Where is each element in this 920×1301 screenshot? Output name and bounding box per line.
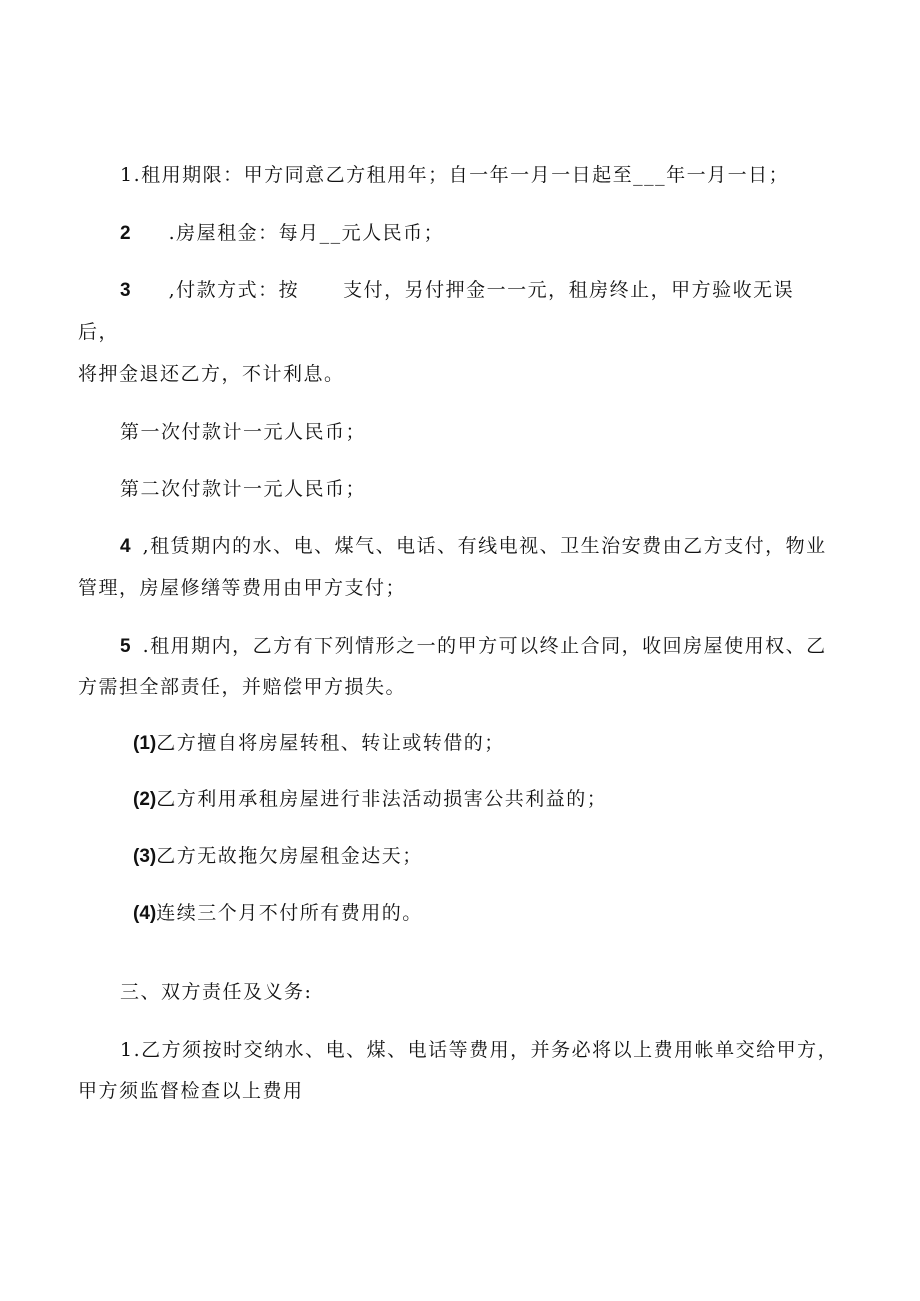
sub-clause-4-number: (4) (133, 903, 157, 924)
clause-3-text-a: ,付款方式：按 (168, 279, 300, 301)
clause-3-line-3-text: 将押金退还乙方，不计利息。 (78, 363, 345, 385)
sub-clause-1 (133, 731, 505, 756)
clause-4-line-2-text: 管理，房屋修缮等费用由甲方支付； (78, 577, 407, 599)
clause-5-line-2 (78, 675, 406, 699)
payment-1 (120, 420, 366, 444)
section-3-clause-1-line-2-text: 甲方须监督检查以上费用 (78, 1080, 304, 1102)
clause-5-number: 5 (120, 636, 131, 657)
clause-4-text: ,租赁期内的水、电、煤气、电话、有线电视、卫生治安费由乙方支付，物业 (142, 535, 827, 557)
section-3-clause-1 (120, 1038, 838, 1062)
payment-1-text: 第一次付款计一元人民币； (120, 421, 367, 443)
sub-clause-2-number: (2) (133, 789, 157, 810)
clause-3-line-2-text: 后， (78, 321, 120, 343)
clause-5-text: .租用期内，乙方有下列情形之一的甲方可以终止合同，收回房屋使用权、乙 (142, 635, 827, 657)
section-3-clause-1-text: 乙方须按时交纳水、电、煤、电话等费用，并务必将以上费用帐单交给甲方， (141, 1039, 839, 1061)
clause-4-line-2 (78, 576, 406, 600)
sub-clause-1-number: (1) (133, 733, 157, 754)
sub-clause-4-text: 连续三个月不付所有费用的。 (156, 902, 423, 924)
sub-clause-1-text: 乙方擅自将房屋转租、转让或转借的； (156, 732, 505, 754)
clause-2-number: 2 (120, 223, 131, 244)
clause-5-line-2-text: 方需担全部责任，并赔偿甲方损失。 (78, 676, 407, 698)
clause-5 (120, 634, 827, 659)
clause-1-text: 租用期限：甲方同意乙方租用年；自一年一月一日起至___年一月一日； (141, 164, 790, 186)
clause-3-text-b: 支付，另付押金一一元，租房终止，甲方验收无误 (343, 279, 795, 301)
section-3-heading (120, 980, 312, 1004)
clause-1 (120, 163, 789, 187)
clause-2-text: .房屋租金：每月__元人民币； (168, 222, 445, 244)
clause-4-number: 4 (120, 536, 131, 557)
payment-2-text: 第二次付款计一元人民币； (120, 478, 367, 500)
sub-clause-4 (133, 901, 423, 926)
sub-clause-3-text: 乙方无故拖欠房屋租金达天； (156, 845, 423, 867)
sub-clause-2 (133, 787, 607, 812)
sub-clause-2-text: 乙方利用承租房屋进行非法活动损害公共利益的； (156, 788, 608, 810)
clause-3-number: 3 (120, 280, 131, 301)
sub-clause-3 (133, 844, 423, 869)
clause-3-line-2 (78, 320, 119, 344)
clause-2 (120, 221, 444, 246)
clause-4 (120, 534, 827, 559)
section-3-clause-1-line-2 (78, 1079, 304, 1103)
clause-3-line-3 (78, 362, 345, 386)
sub-clause-3-number: (3) (133, 846, 157, 867)
section-3-heading-text: 三、双方责任及义务: (120, 981, 313, 1003)
section-3-clause-1-number: 1. (120, 1039, 142, 1061)
payment-2 (120, 477, 366, 501)
clause-3 (120, 278, 794, 303)
clause-1-number: 1. (120, 164, 142, 186)
